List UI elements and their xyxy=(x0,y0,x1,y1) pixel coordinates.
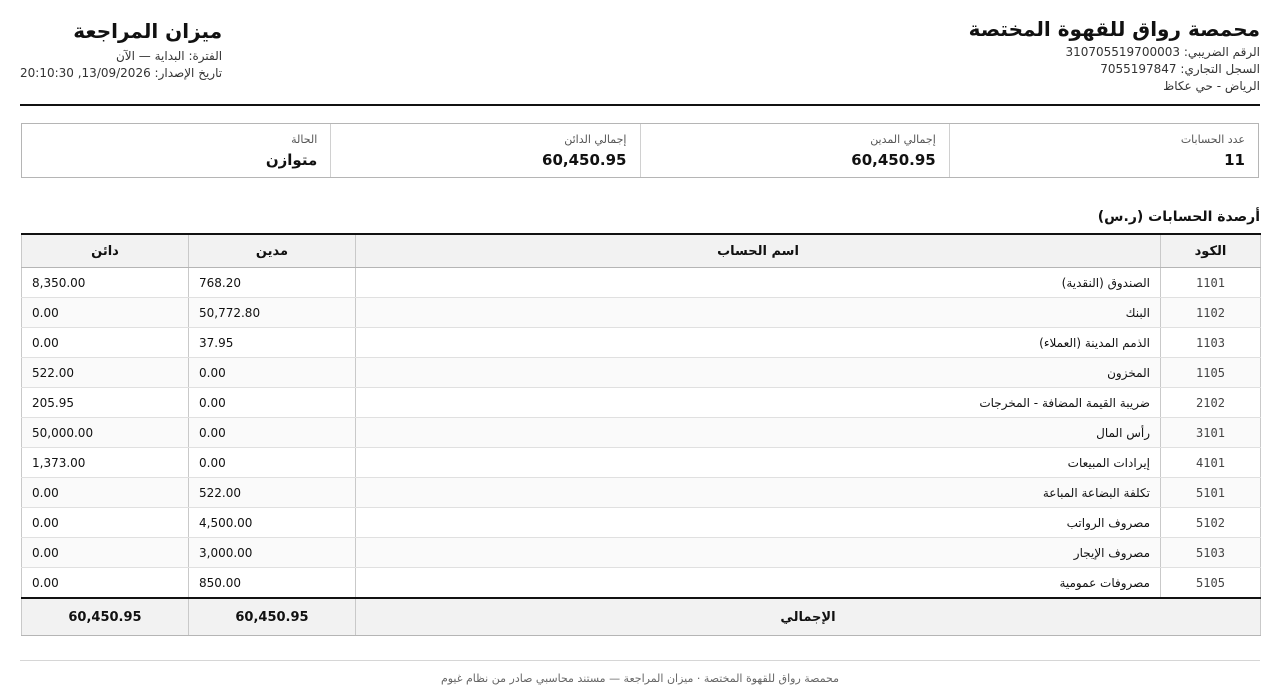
debit-amount: 522.00 xyxy=(189,478,356,508)
credit-amount: 205.95 xyxy=(22,388,189,418)
account-name: مصروف الرواتب xyxy=(356,508,1161,538)
account-name: رأس المال xyxy=(356,418,1161,448)
table-header-row xyxy=(22,234,1261,268)
credit-amount: 8,350.00 xyxy=(22,268,189,298)
summary-value: متوازن xyxy=(265,151,318,169)
issue-date-value: 13/09/2026, 20:10:30 xyxy=(20,66,151,80)
account-code: 5101 xyxy=(1161,478,1261,508)
cr-number-value: 7055197847 xyxy=(1100,62,1177,76)
table-row xyxy=(22,418,1261,448)
cr-number-line xyxy=(969,61,1260,78)
account-code: 3101 xyxy=(1161,418,1261,448)
account-code: 5105 xyxy=(1161,568,1261,599)
report-header xyxy=(20,16,1260,96)
account-name: المخزون xyxy=(356,358,1161,388)
column-header-name: اسم الحساب xyxy=(356,234,1161,268)
credit-amount: 0.00 xyxy=(22,568,189,599)
account-name: ضريبة القيمة المضافة - المخرجات xyxy=(356,388,1161,418)
total-label: الإجمالي xyxy=(356,598,1261,636)
summary-label: الحالة xyxy=(291,133,318,146)
table-row xyxy=(22,298,1261,328)
report-title: ميزان المراجعة xyxy=(73,19,223,43)
debit-amount: 3,000.00 xyxy=(189,538,356,568)
summary-label: عدد الحسابات xyxy=(1180,133,1245,146)
tax-number-value: 310705519700003 xyxy=(1065,45,1180,59)
summary-value: 11 xyxy=(1224,151,1245,169)
issue-date-line xyxy=(20,65,222,82)
account-name: الصندوق (النقدية) xyxy=(356,268,1161,298)
credit-amount: 0.00 xyxy=(22,298,189,328)
table-row xyxy=(22,478,1261,508)
account-name: مصروفات عمومية xyxy=(356,568,1161,599)
column-header-code: الكود xyxy=(1161,234,1261,268)
company-info xyxy=(969,16,1260,95)
account-name: مصروف الإيجار xyxy=(356,538,1161,568)
account-code: 4101 xyxy=(1161,448,1261,478)
period-value: البداية — الآن xyxy=(115,49,185,63)
debit-amount: 50,772.80 xyxy=(189,298,356,328)
credit-amount: 1,373.00 xyxy=(22,448,189,478)
account-code: 5102 xyxy=(1161,508,1261,538)
column-header-credit: دائن xyxy=(22,234,189,268)
account-name: البنك xyxy=(356,298,1161,328)
report-info xyxy=(20,16,222,82)
table-row xyxy=(22,388,1261,418)
credit-amount: 0.00 xyxy=(22,538,189,568)
account-name: الذمم المدينة (العملاء) xyxy=(356,328,1161,358)
account-name: تكلفة البضاعة المباعة xyxy=(356,478,1161,508)
account-code: 2102 xyxy=(1161,388,1261,418)
footer-divider xyxy=(20,660,1260,661)
cr-number-label: السجل التجاري: xyxy=(1180,62,1260,76)
summary-total-debit xyxy=(640,124,949,177)
debit-amount: 768.20 xyxy=(189,268,356,298)
period-line xyxy=(20,48,222,65)
account-name: إيرادات المبيعات xyxy=(356,448,1161,478)
total-debit: 60,450.95 xyxy=(189,598,356,636)
credit-amount: 522.00 xyxy=(22,358,189,388)
column-header-debit: مدين xyxy=(189,234,356,268)
account-code: 1101 xyxy=(1161,268,1261,298)
company-name: محمصة رواق للقهوة المختصة xyxy=(968,17,1260,41)
summary-value: 60,450.95 xyxy=(851,151,936,169)
tax-number-label: الرقم الضريبي: xyxy=(1183,45,1260,59)
trial-balance-table xyxy=(21,233,1261,636)
issue-date-label: تاريخ الإصدار: xyxy=(154,66,223,80)
header-divider xyxy=(20,104,1260,106)
summary-total-credit xyxy=(330,124,639,177)
debit-amount: 0.00 xyxy=(189,358,356,388)
table-row xyxy=(22,268,1261,298)
debit-amount: 0.00 xyxy=(189,418,356,448)
summary-label: إجمالي المدين xyxy=(870,133,936,146)
company-address: الرياض - حي عكاظ xyxy=(1163,79,1260,93)
table-row xyxy=(22,358,1261,388)
account-code: 1102 xyxy=(1161,298,1261,328)
debit-amount: 0.00 xyxy=(189,448,356,478)
credit-amount: 50,000.00 xyxy=(22,418,189,448)
account-code: 1105 xyxy=(1161,358,1261,388)
table-row xyxy=(22,448,1261,478)
credit-amount: 0.00 xyxy=(22,328,189,358)
account-code: 1103 xyxy=(1161,328,1261,358)
table-row xyxy=(22,508,1261,538)
credit-amount: 0.00 xyxy=(22,478,189,508)
total-credit: 60,450.95 xyxy=(22,598,189,636)
credit-amount: 0.00 xyxy=(22,508,189,538)
period-label: الفترة: xyxy=(188,49,223,63)
summary-account-count xyxy=(949,124,1258,177)
summary-label: إجمالي الدائن xyxy=(564,133,627,146)
total-row xyxy=(22,598,1261,636)
tax-number-line xyxy=(969,44,1260,61)
account-code: 5103 xyxy=(1161,538,1261,568)
debit-amount: 4,500.00 xyxy=(189,508,356,538)
debit-amount: 850.00 xyxy=(189,568,356,599)
table-row xyxy=(22,328,1261,358)
debit-amount: 37.95 xyxy=(189,328,356,358)
page-footer: محمصة رواق للقهوة المختصة · ميزان المراجعة — مستند محاسبي صادر من نظام غيوم xyxy=(440,672,840,685)
summary-box xyxy=(21,123,1259,178)
summary-value: 60,450.95 xyxy=(542,151,627,169)
table-row xyxy=(22,568,1261,599)
section-title: أرصدة الحسابات (ر.س) xyxy=(1097,209,1260,225)
debit-amount: 0.00 xyxy=(189,388,356,418)
summary-status xyxy=(22,124,330,177)
table-row xyxy=(22,538,1261,568)
